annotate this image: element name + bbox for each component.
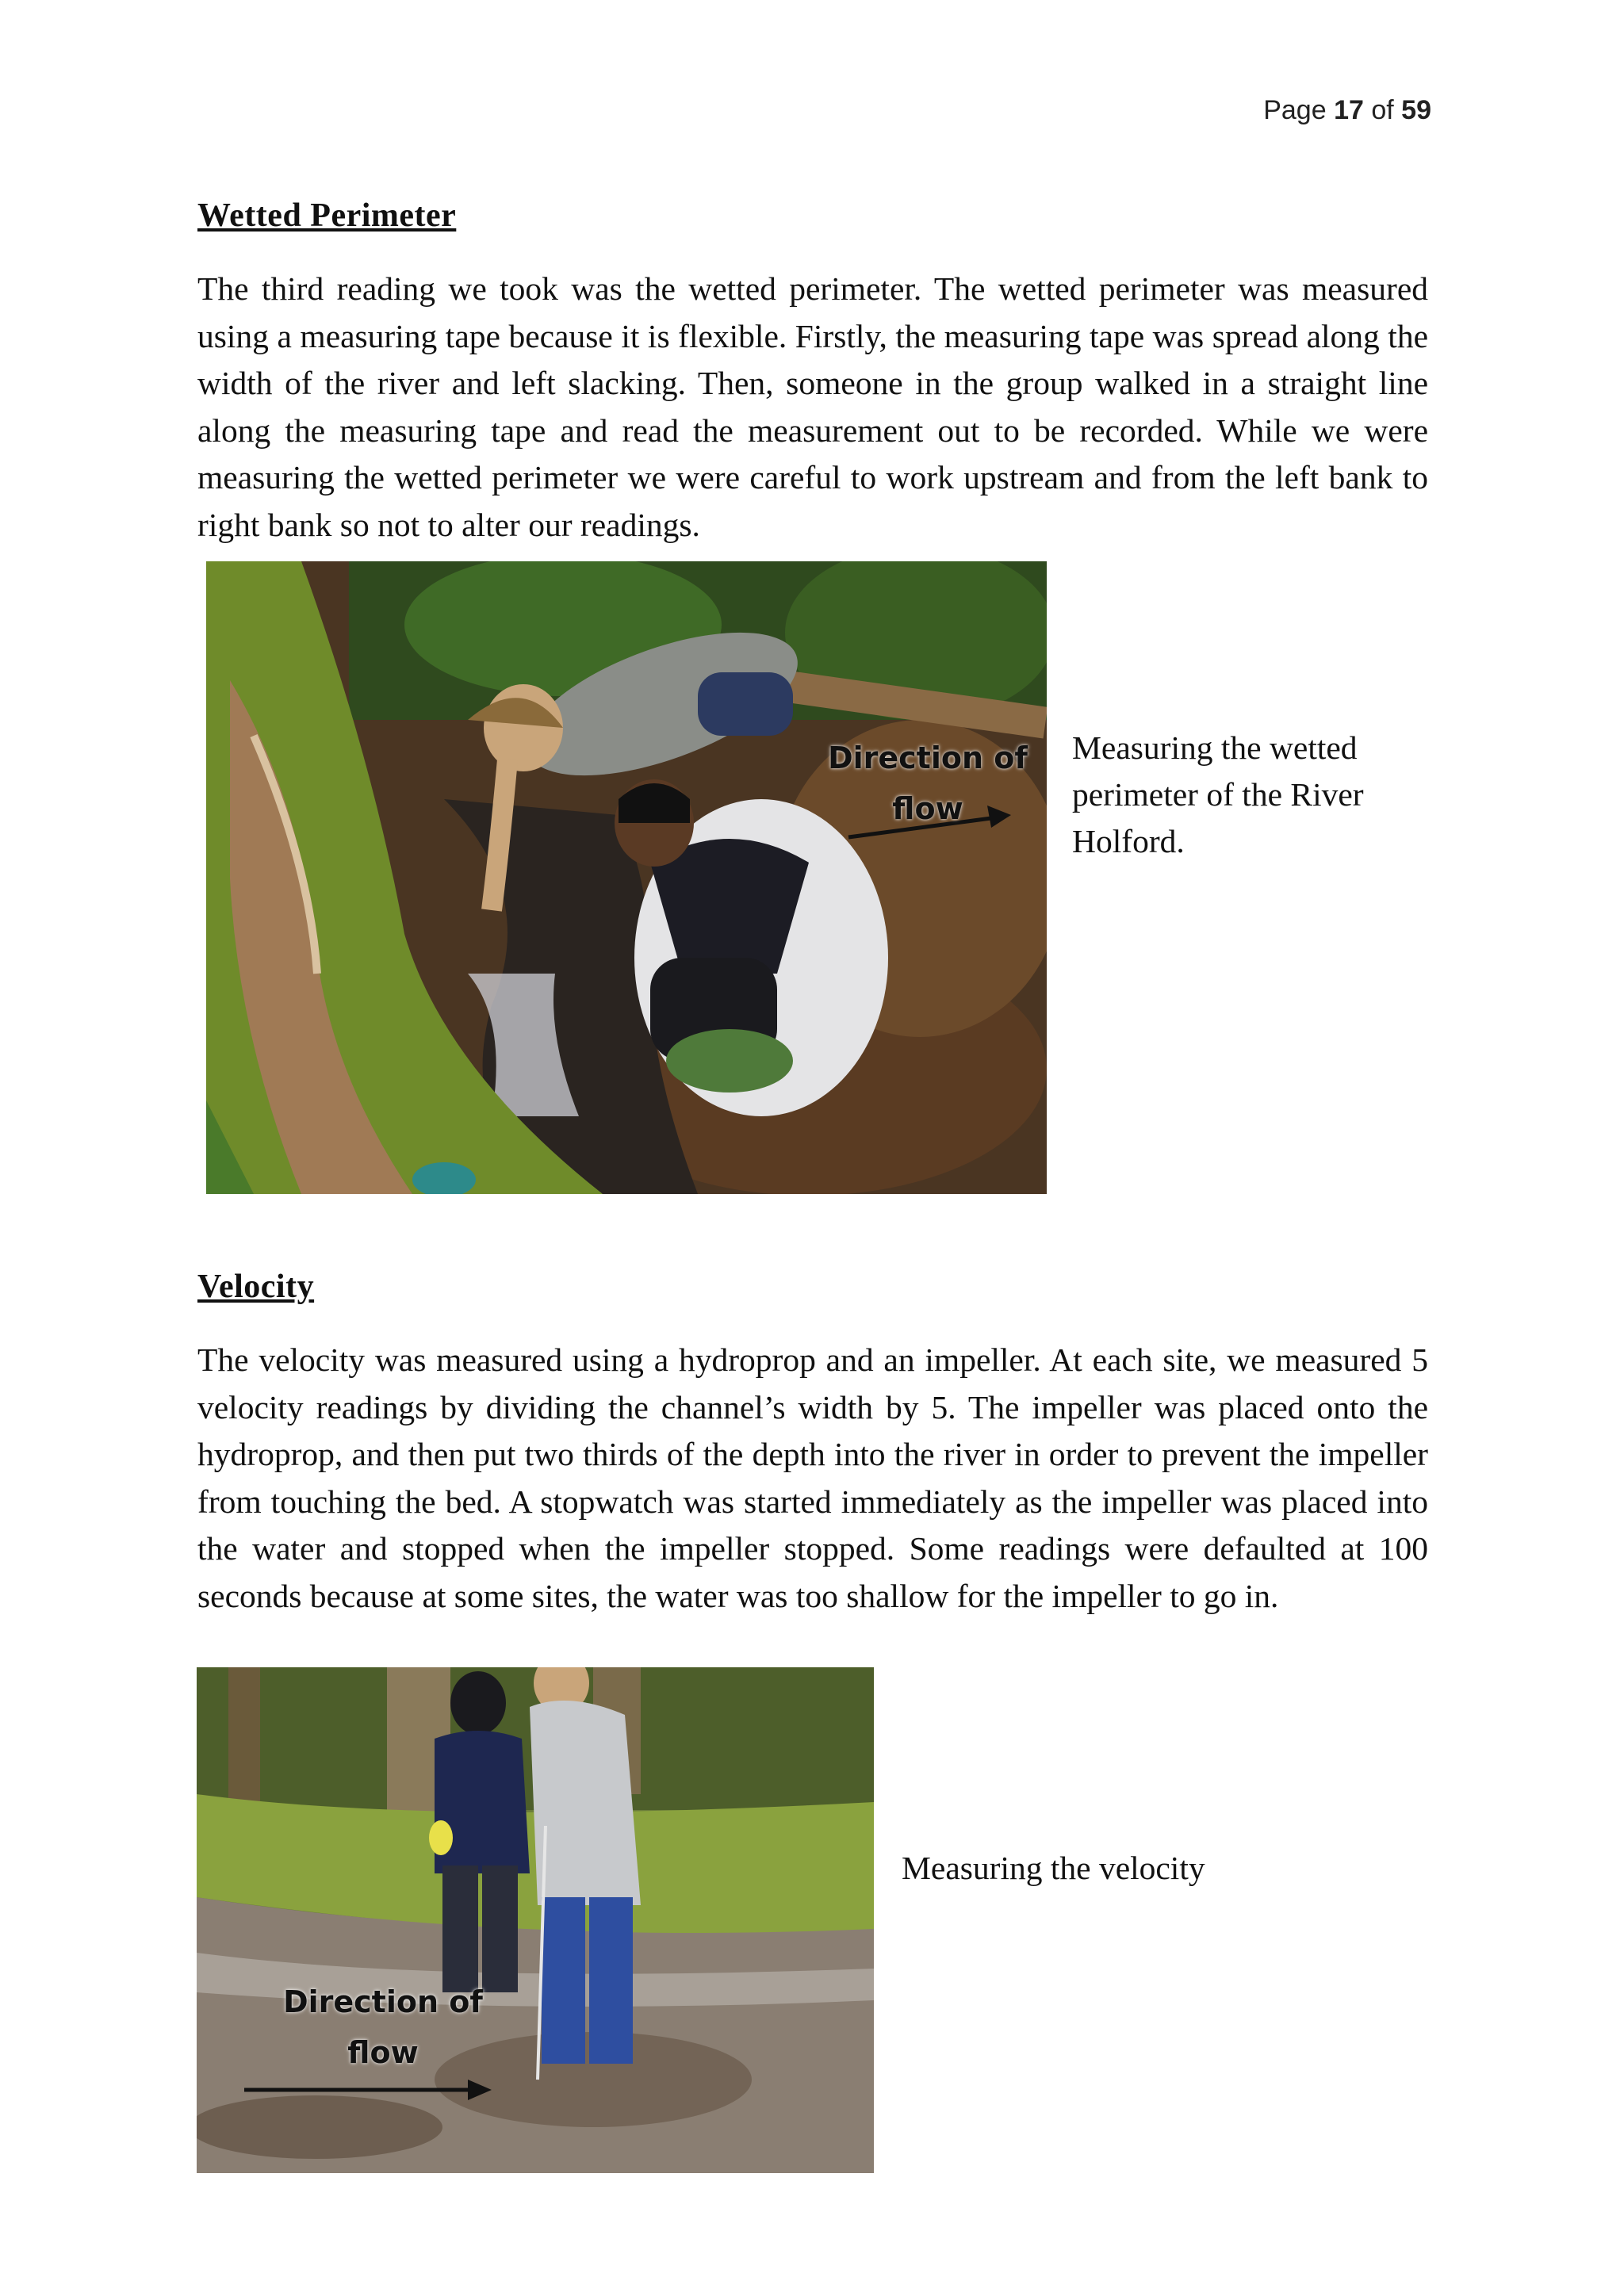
wetted-perimeter-photo (206, 561, 1047, 1194)
velocity-direction-of-flow-label (244, 1976, 522, 2078)
page-number-prefix: Page (1263, 95, 1327, 125)
velocity-paragraph: The velocity was measured using a hydroprop and an impeller. At each site, we measured 5 velocity readings by dividing the channel’s width by 5. The impeller was placed onto the hydroprop, and then put two thirds of the depth into the river in order to prevent the impeller from touching the bed. A stopwatch was started immediately as the impeller was placed into the water and stopped when the impeller stopped. Some readings were defaulted at 100 seconds because at some sites, the water was too shallow for the impeller to go in. (197, 1341, 1428, 1614)
page-number-of: of (1371, 95, 1394, 125)
wetted-perimeter-caption: Measuring the wetted perimeter of the River Holford. (1072, 729, 1364, 859)
wetted-perimeter-heading: Wetted Perimeter (197, 197, 457, 234)
wetted-perimeter-paragraph: The third reading we took was the wetted perimeter. The wetted perimeter was measured using a measuring tape because it is flexible. Firstly, the measuring tape was spread along the width of the river and left slacking. Then, someone in the group walked in a straight line along the measuring tape and read the measurement out to be recorded. While we were measuring the wetted perimeter we were careful to work upstream and from the left bank to right bank so not to alter our readings. (197, 270, 1428, 543)
velocity-direction-line1: Direction of (283, 1984, 483, 2019)
page-number-total: 59 (1401, 95, 1431, 125)
velocity-caption: Measuring the velocity (902, 1850, 1205, 1886)
wetted-direction-of-flow-label (817, 733, 1039, 834)
velocity-photo (197, 1667, 874, 2173)
wetted-direction-line2: flow (892, 791, 963, 826)
velocity-heading: Velocity (197, 1269, 315, 1305)
velocity-direction-line2: flow (347, 2035, 419, 2070)
page-number (1263, 95, 1431, 126)
wetted-direction-line1: Direction of (828, 740, 1028, 775)
page-number-current: 17 (1334, 95, 1364, 125)
